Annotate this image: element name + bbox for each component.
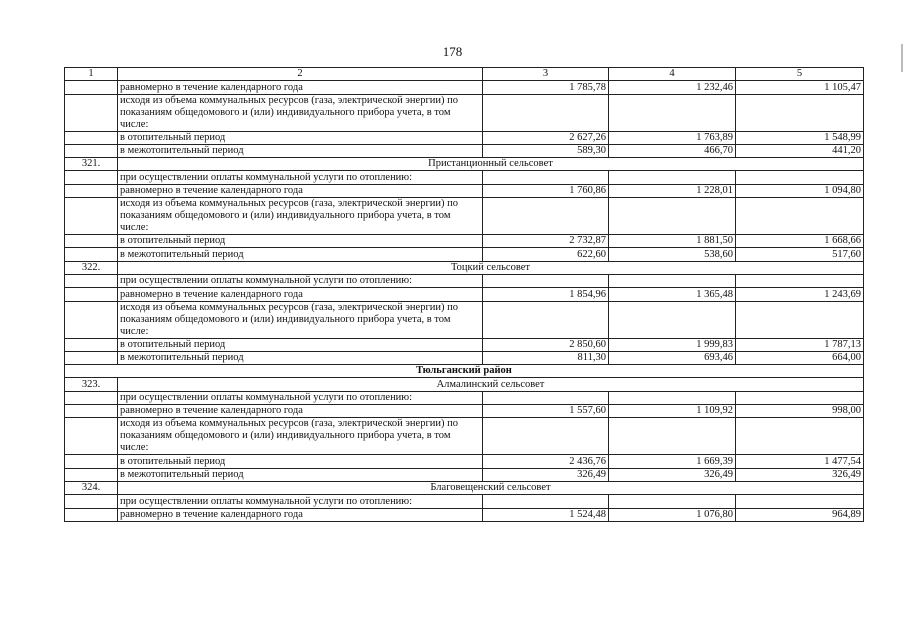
section-title: Благовещенский сельсовет (118, 481, 864, 494)
row-label: исходя из объема коммунальных ресурсов (газа, электрической энергии) по показаниям общедомового и (или) индивидуального прибора учета, в том числе: (118, 94, 483, 131)
value-col-5: 517,60 (736, 248, 864, 261)
value-col-3: 2 732,87 (483, 235, 609, 248)
row-label: в отопительный период (118, 338, 483, 351)
row-label: при осуществлении оплаты коммунальной услуги по отоплению: (118, 171, 483, 184)
value-col-4 (609, 94, 736, 131)
section-row (65, 481, 864, 494)
row-number-cell (65, 301, 118, 338)
value-col-3: 2 850,60 (483, 338, 609, 351)
table-row (65, 338, 864, 351)
row-number-cell (65, 418, 118, 455)
value-col-4: 466,70 (609, 144, 736, 157)
value-col-4: 1 881,50 (609, 235, 736, 248)
value-col-4 (609, 198, 736, 235)
value-col-4: 538,60 (609, 248, 736, 261)
district-title: Тюльганский район (65, 365, 864, 378)
row-label: исходя из объема коммунальных ресурсов (газа, электрической энергии) по показаниям общедомового и (или) индивидуального прибора учета, в том числе: (118, 301, 483, 338)
column-header-3: 3 (483, 68, 609, 81)
value-col-4: 1 109,92 (609, 405, 736, 418)
row-label: в межотопительный период (118, 248, 483, 261)
row-label: при осуществлении оплаты коммунальной услуги по отоплению: (118, 391, 483, 404)
table-row (65, 508, 864, 521)
value-col-4: 1 669,39 (609, 455, 736, 468)
value-col-5: 326,49 (736, 468, 864, 481)
value-col-4: 1 365,48 (609, 288, 736, 301)
value-col-4: 326,49 (609, 468, 736, 481)
row-label: в межотопительный период (118, 468, 483, 481)
section-title: Пристанционный сельсовет (118, 158, 864, 171)
column-header-1: 1 (65, 68, 118, 81)
row-number-cell (65, 248, 118, 261)
value-col-3 (483, 301, 609, 338)
row-number-cell (65, 184, 118, 197)
row-number-cell (65, 235, 118, 248)
table-row (65, 131, 864, 144)
table-row (65, 274, 864, 287)
table-row (65, 301, 864, 338)
row-number-cell (65, 468, 118, 481)
value-col-3 (483, 274, 609, 287)
row-number-cell (65, 338, 118, 351)
value-col-3: 1 760,86 (483, 184, 609, 197)
value-col-5: 1 105,47 (736, 81, 864, 94)
value-col-4 (609, 301, 736, 338)
tariff-table-body (65, 68, 864, 522)
table-row (65, 351, 864, 364)
table-row (65, 418, 864, 455)
value-col-5: 1 787,13 (736, 338, 864, 351)
row-number-cell (65, 508, 118, 521)
table-row (65, 171, 864, 184)
value-col-3 (483, 198, 609, 235)
value-col-3: 622,60 (483, 248, 609, 261)
row-number-cell (65, 495, 118, 508)
page-number: 178 (442, 44, 463, 59)
row-label: при осуществлении оплаты коммунальной услуги по отоплению: (118, 274, 483, 287)
table-row (65, 198, 864, 235)
section-number: 324. (65, 481, 118, 494)
table-row (65, 248, 864, 261)
value-col-5: 1 668,66 (736, 235, 864, 248)
value-col-3 (483, 418, 609, 455)
value-col-4 (609, 391, 736, 404)
column-header-4: 4 (609, 68, 736, 81)
row-label: равномерно в течение календарного года (118, 81, 483, 94)
value-col-5: 964,89 (736, 508, 864, 521)
value-col-3 (483, 171, 609, 184)
value-col-4 (609, 418, 736, 455)
value-col-5 (736, 301, 864, 338)
section-number: 321. (65, 158, 118, 171)
row-label: в межотопительный период (118, 351, 483, 364)
value-col-3 (483, 495, 609, 508)
value-col-5 (736, 391, 864, 404)
value-col-3: 326,49 (483, 468, 609, 481)
table-row (65, 391, 864, 404)
row-number-cell (65, 198, 118, 235)
row-number-cell (65, 171, 118, 184)
section-row (65, 378, 864, 391)
section-number: 323. (65, 378, 118, 391)
value-col-3: 1 524,48 (483, 508, 609, 521)
value-col-5: 664,00 (736, 351, 864, 364)
row-label: в отопительный период (118, 235, 483, 248)
row-number-cell (65, 274, 118, 287)
value-col-5: 441,20 (736, 144, 864, 157)
table-row (65, 405, 864, 418)
value-col-5: 1 243,69 (736, 288, 864, 301)
value-col-5 (736, 418, 864, 455)
value-col-5: 1 094,80 (736, 184, 864, 197)
section-row (65, 261, 864, 274)
row-number-cell (65, 131, 118, 144)
row-number-cell (65, 391, 118, 404)
value-col-4 (609, 495, 736, 508)
row-number-cell (65, 405, 118, 418)
table-row (65, 288, 864, 301)
value-col-3: 589,30 (483, 144, 609, 157)
value-col-5 (736, 274, 864, 287)
section-row (65, 158, 864, 171)
tariff-table (64, 67, 864, 522)
value-col-4: 693,46 (609, 351, 736, 364)
value-col-5: 1 548,99 (736, 131, 864, 144)
section-number: 322. (65, 261, 118, 274)
value-col-4 (609, 171, 736, 184)
row-label: в отопительный период (118, 131, 483, 144)
table-row (65, 144, 864, 157)
value-col-3: 1 785,78 (483, 81, 609, 94)
value-col-3: 811,30 (483, 351, 609, 364)
value-col-4: 1 232,46 (609, 81, 736, 94)
row-number-cell (65, 288, 118, 301)
value-col-4: 1 999,83 (609, 338, 736, 351)
district-row (65, 365, 864, 378)
value-col-3: 1 557,60 (483, 405, 609, 418)
value-col-3: 1 854,96 (483, 288, 609, 301)
row-label: в отопительный период (118, 455, 483, 468)
row-number-cell (65, 455, 118, 468)
value-col-3 (483, 391, 609, 404)
value-col-4: 1 763,89 (609, 131, 736, 144)
row-number-cell (65, 144, 118, 157)
section-title: Тоцкий сельсовет (118, 261, 864, 274)
value-col-5 (736, 171, 864, 184)
table-header-row (65, 68, 864, 81)
row-number-cell (65, 351, 118, 364)
row-number-cell (65, 81, 118, 94)
value-col-4: 1 228,01 (609, 184, 736, 197)
row-number-cell (65, 94, 118, 131)
value-col-5 (736, 94, 864, 131)
row-label: при осуществлении оплаты коммунальной услуги по отоплению: (118, 495, 483, 508)
column-header-5: 5 (736, 68, 864, 81)
row-label: равномерно в течение календарного года (118, 288, 483, 301)
table-row (65, 495, 864, 508)
value-col-4: 1 076,80 (609, 508, 736, 521)
row-label: равномерно в течение календарного года (118, 184, 483, 197)
value-col-5 (736, 198, 864, 235)
table-row (65, 184, 864, 197)
value-col-4 (609, 274, 736, 287)
row-label: равномерно в течение календарного года (118, 405, 483, 418)
table-row (65, 81, 864, 94)
value-col-5 (736, 495, 864, 508)
row-label: равномерно в течение календарного года (118, 508, 483, 521)
value-col-5: 998,00 (736, 405, 864, 418)
section-title: Алмалинский сельсовет (118, 378, 864, 391)
value-col-3 (483, 94, 609, 131)
scan-edge-mark (901, 44, 903, 72)
row-label: исходя из объема коммунальных ресурсов (газа, электрической энергии) по показаниям общедомового и (или) индивидуального прибора учета, в том числе: (118, 418, 483, 455)
column-header-2: 2 (118, 68, 483, 81)
value-col-3: 2 436,76 (483, 455, 609, 468)
table-row (65, 455, 864, 468)
table-row (65, 94, 864, 131)
value-col-5: 1 477,54 (736, 455, 864, 468)
row-label: исходя из объема коммунальных ресурсов (газа, электрической энергии) по показаниям общедомового и (или) индивидуального прибора учета, в том числе: (118, 198, 483, 235)
row-label: в межотопительный период (118, 144, 483, 157)
table-row (65, 468, 864, 481)
value-col-3: 2 627,26 (483, 131, 609, 144)
table-row (65, 235, 864, 248)
